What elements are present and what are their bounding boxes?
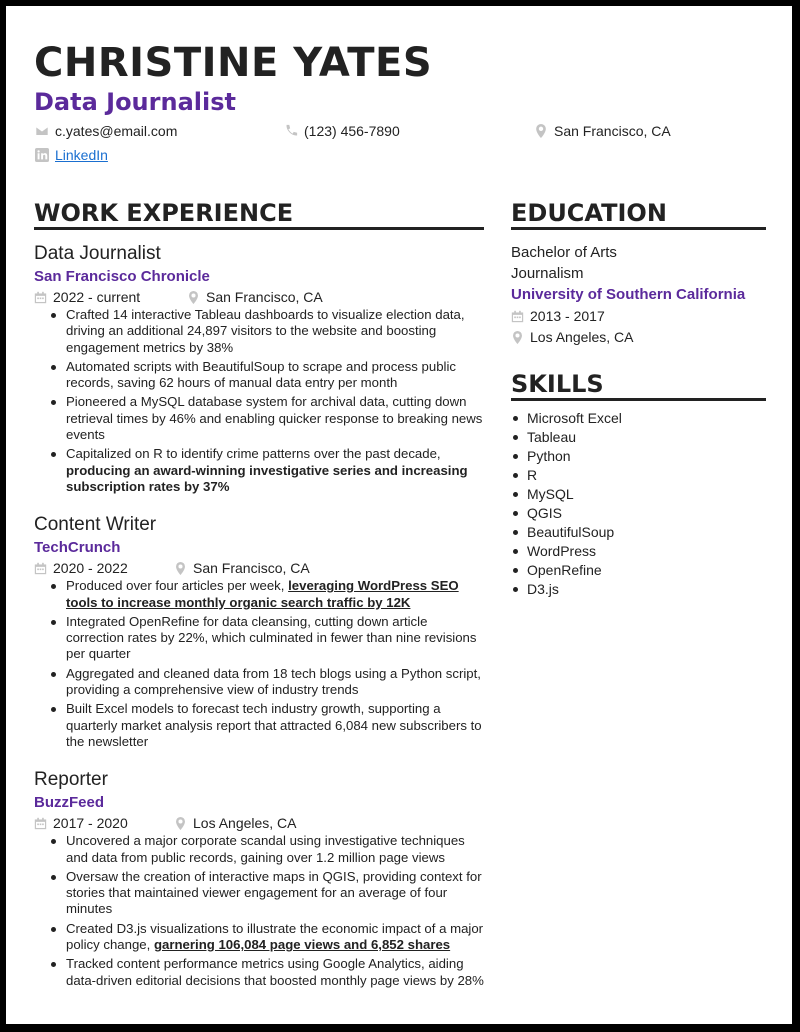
bullet-highlight: leveraging WordPress SEO tools to increase monthly organic search traffic by 12K xyxy=(66,578,459,610)
list-item: Aggregated and cleaned data from 18 tech blogs using a Python script, providing a comprehensive view of industry trends xyxy=(48,666,484,699)
job-bullets xyxy=(48,833,484,989)
calendar-icon xyxy=(34,817,47,830)
job-dates xyxy=(34,559,174,578)
work-experience-section xyxy=(34,242,484,1003)
list-item xyxy=(48,578,484,611)
job-dates xyxy=(34,288,187,307)
job-title: Reporter xyxy=(34,769,108,791)
list-item: D3.js xyxy=(511,580,766,599)
skills-section xyxy=(511,403,766,599)
list-item: OpenRefine xyxy=(511,561,766,580)
job-bullets xyxy=(48,578,484,750)
calendar-icon xyxy=(34,562,47,575)
envelope-icon xyxy=(35,124,49,138)
linkedin-icon xyxy=(35,148,49,162)
map-pin-icon xyxy=(174,562,187,575)
skills-list xyxy=(511,409,766,599)
education-heading: EDUCATION xyxy=(511,199,766,230)
bullet-highlight: garnering 106,084 page views and 6,852 shares xyxy=(153,937,451,953)
linkedin-link[interactable]: LinkedIn xyxy=(55,147,108,163)
calendar-icon xyxy=(34,291,47,304)
job-bullets xyxy=(48,307,484,495)
job-entry xyxy=(34,242,484,495)
job-dates-text: 2017 - 2020 xyxy=(53,815,128,832)
contact-email xyxy=(35,123,177,139)
job-meta xyxy=(34,559,484,578)
phone-icon xyxy=(284,124,298,138)
job-meta xyxy=(34,814,484,833)
calendar-icon xyxy=(511,310,524,323)
job-dates xyxy=(34,814,174,833)
list-item: Oversaw the creation of interactive maps in QGIS, providing context for stories that maintained viewer engagement for an average of four minutes xyxy=(48,869,484,918)
map-pin-icon xyxy=(534,124,548,138)
map-pin-icon xyxy=(511,331,524,344)
degree: Bachelor of Arts xyxy=(511,244,617,261)
job-dates-text: 2022 - current xyxy=(53,289,141,305)
education-section xyxy=(511,242,766,348)
work-experience-heading: WORK EXPERIENCE xyxy=(34,199,484,230)
list-item xyxy=(48,921,484,954)
list-item: BeautifulSoup xyxy=(511,523,766,542)
contact-linkedin xyxy=(35,147,108,163)
education-dates-text: 2013 - 2017 xyxy=(530,308,605,324)
list-item: Built Excel models to forecast tech industry growth, supporting a quarterly market analysis report that attracted 6,084 new subscribers to the newsletter xyxy=(48,701,484,750)
list-item: R xyxy=(511,466,766,485)
contact-location xyxy=(534,123,671,139)
list-item: Pioneered a MySQL database system for archival data, cutting down retrieval times by 46% and enabling quicker response to breaking news events xyxy=(48,394,484,443)
map-pin-icon xyxy=(187,291,200,304)
location-text: San Francisco, CA xyxy=(554,123,671,139)
list-item: Automated scripts with BeautifulSoup to scrape and process public records, saving 62 hours of manual data entry per month xyxy=(48,359,484,392)
candidate-name: CHRISTINE YATES xyxy=(34,40,433,86)
list-item: QGIS xyxy=(511,504,766,523)
job-location-text: San Francisco, CA xyxy=(193,560,310,577)
education-dates xyxy=(511,306,766,327)
company-name: TechCrunch xyxy=(34,539,121,557)
candidate-title: Data Journalist xyxy=(34,88,236,116)
school-name: University of Southern California xyxy=(511,286,746,303)
list-item: Crafted 14 interactive Tableau dashboards to visualize election data, driving an additional 24,897 visitors to the website and boosting engagement metrics by 38% xyxy=(48,307,484,356)
education-location-text: Los Angeles, CA xyxy=(530,329,634,345)
job-location xyxy=(174,559,310,578)
company-name: San Francisco Chronicle xyxy=(34,268,210,285)
job-entry xyxy=(34,768,484,989)
company-name: BuzzFeed xyxy=(34,794,105,812)
list-item: Tableau xyxy=(511,428,766,447)
job-location-text: Los Angeles, CA xyxy=(193,815,297,832)
list-item: Integrated OpenRefine for data cleansing, cutting down article correction rates by 22%, which culminated in fewer than nine revisions per quarter xyxy=(48,614,484,663)
job-dates-text: 2020 - 2022 xyxy=(53,560,128,577)
resume-page xyxy=(6,6,792,1024)
list-item xyxy=(48,446,484,495)
list-item: WordPress xyxy=(511,542,766,561)
job-location xyxy=(187,288,323,307)
skills-heading: SKILLS xyxy=(511,370,766,401)
list-item: Tracked content performance metrics using Google Analytics, aiding data-driven editorial decisions that boosted monthly page views by 28% xyxy=(48,956,484,989)
map-pin-icon xyxy=(174,817,187,830)
bullet-text: Capitalized on R to identify crime patterns over the past decade, xyxy=(66,446,441,462)
bullet-text: Created D3.js visualizations to illustrate the economic impact of a major policy change, xyxy=(66,920,484,953)
job-entry xyxy=(34,513,484,750)
job-location xyxy=(174,814,297,833)
job-meta xyxy=(34,288,484,307)
bullet-text: Produced over four articles per week, xyxy=(66,578,289,594)
bullet-highlight: producing an award-winning investigative series and increasing subscription rates by 37% xyxy=(66,462,468,494)
list-item: Microsoft Excel xyxy=(511,409,766,428)
list-item: Python xyxy=(511,447,766,466)
phone-text: (123) 456-7890 xyxy=(304,123,400,139)
job-location-text: San Francisco, CA xyxy=(206,289,323,305)
contact-phone xyxy=(284,123,400,139)
list-item: Uncovered a major corporate scandal using investigative techniques and data from public records, gaining over 1.2 million page views xyxy=(48,833,484,866)
email-text: c.yates@email.com xyxy=(55,123,178,139)
job-title: Data Journalist xyxy=(34,243,161,264)
list-item: MySQL xyxy=(511,485,766,504)
education-location xyxy=(511,327,766,348)
field-of-study: Journalism xyxy=(511,265,584,282)
job-title: Content Writer xyxy=(34,514,157,536)
